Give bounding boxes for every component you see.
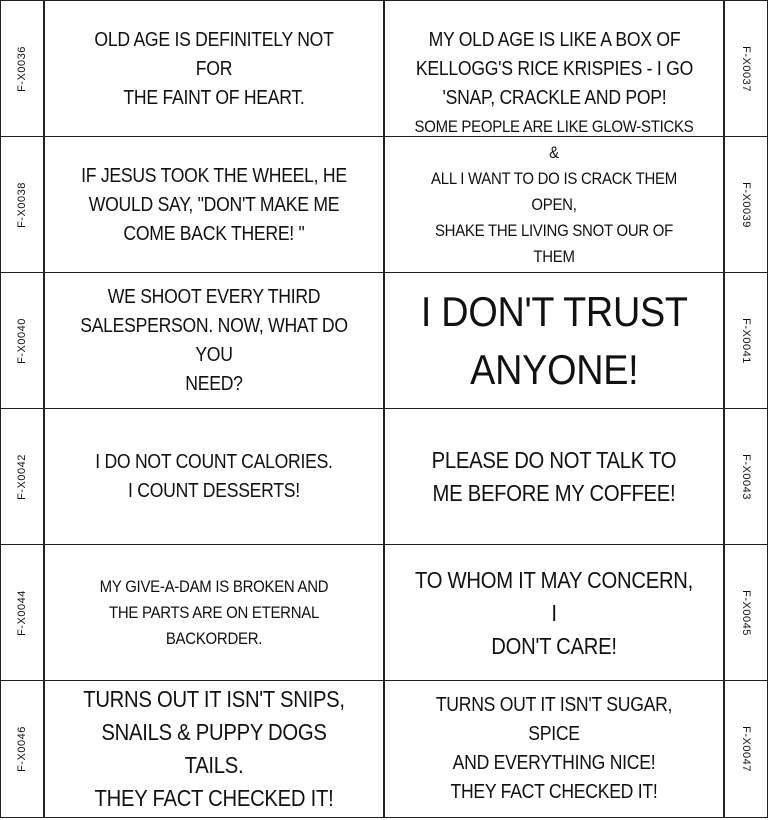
- label-row: [0, 408, 768, 546]
- product-code: F-X0046: [16, 726, 28, 772]
- quote-text: PLEASE DO NOT TALK TO ME BEFORE MY COFFEE!: [431, 447, 677, 506]
- label-row: [0, 272, 768, 410]
- label-row: [0, 544, 768, 682]
- code-cell: [724, 408, 768, 546]
- quote-text: I DO NOT COUNT CALORIES. I COUNT DESSERTS!: [95, 451, 333, 502]
- quote-card: [384, 544, 724, 682]
- code-cell: [0, 272, 44, 410]
- quote-card: [384, 272, 724, 410]
- product-code: F-X0040: [16, 318, 28, 364]
- quote-text: I DON'T TRUST ANYONE!: [420, 288, 688, 393]
- quote-card: [44, 0, 384, 138]
- quote-text: MY GIVE-A-DAM IS BROKEN AND THE PARTS ARE ON ETERNAL BACKORDER.: [99, 577, 329, 648]
- quote-card: [44, 136, 384, 274]
- quote-card: [44, 680, 384, 818]
- code-cell: [0, 544, 44, 682]
- product-code: F-X0043: [740, 454, 752, 500]
- quote-card: [44, 272, 384, 410]
- quote-card: [44, 408, 384, 546]
- quote-card: [384, 117, 724, 274]
- quote-text: MY OLD AGE IS LIKE A BOX OF KELLOGG'S RICE KRISPIES - I GO 'SNAP, CRACKLE AND POP!: [415, 28, 693, 109]
- code-cell: [724, 136, 768, 274]
- quote-text: WE SHOOT EVERY THIRD SALESPERSON. NOW, WHAT DO YOU NEED?: [80, 286, 348, 395]
- quote-text: TURNS OUT IT ISN'T SNIPS, SNAILS & PUPPY DOGS TAILS. THEY FACT CHECKED IT!: [83, 686, 345, 811]
- label-row: [0, 117, 768, 274]
- quote-text: SOME PEOPLE ARE LIKE GLOW-STICKS & ALL I WANT TO DO IS CRACK THEM OPEN, SHAKE THE LIVING SNOT OUR OF THEM: [414, 117, 694, 266]
- product-code: F-X0036: [16, 46, 28, 92]
- code-cell: [724, 544, 768, 682]
- code-cell: [0, 408, 44, 546]
- quote-card: [384, 680, 724, 818]
- code-cell: [0, 0, 44, 138]
- quote-card: [44, 544, 384, 682]
- code-cell: [0, 680, 44, 818]
- product-code: F-X0041: [740, 318, 752, 364]
- product-code: F-X0045: [740, 590, 752, 636]
- product-code: F-X0039: [740, 182, 752, 228]
- product-code: F-X0038: [16, 182, 28, 228]
- quote-text: TURNS OUT IT ISN'T SUGAR, SPICE AND EVERYTHING NICE! THEY FACT CHECKED IT!: [435, 694, 673, 803]
- product-code: F-X0037: [740, 46, 752, 92]
- code-cell: [724, 680, 768, 818]
- label-row: [0, 680, 768, 818]
- product-code: F-X0042: [16, 454, 28, 500]
- quote-text: IF JESUS TOOK THE WHEEL, HE WOULD SAY, "DON'T MAKE ME COME BACK THERE! ": [81, 164, 347, 245]
- product-code: F-X0047: [740, 726, 752, 772]
- product-code: F-X0044: [16, 590, 28, 636]
- code-cell: [724, 0, 768, 138]
- quote-text: TO WHOM IT MAY CONCERN, I DON'T CARE!: [414, 566, 694, 659]
- code-cell: [0, 136, 44, 274]
- quote-card: [384, 408, 724, 546]
- code-cell: [724, 272, 768, 410]
- quote-text: OLD AGE IS DEFINITELY NOT FOR THE FAINT OF HEART.: [94, 28, 334, 109]
